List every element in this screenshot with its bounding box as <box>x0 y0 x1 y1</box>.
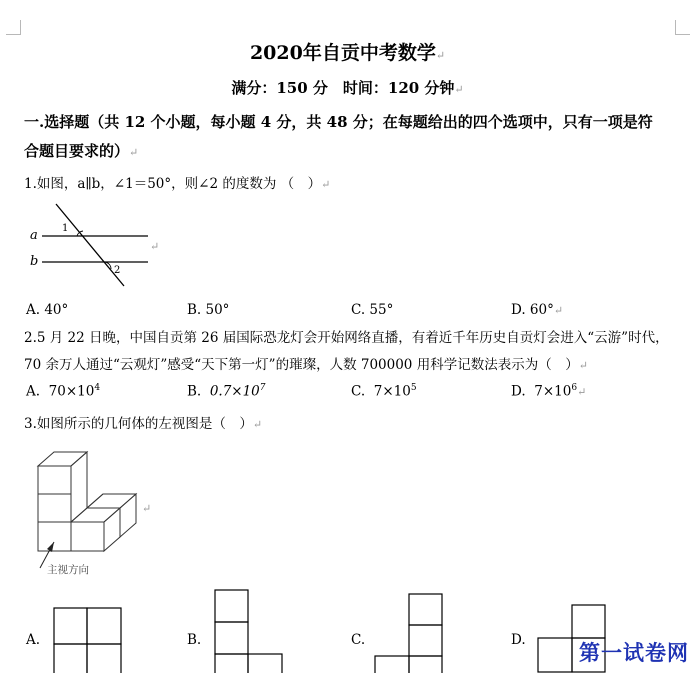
line-a-label: a <box>30 228 38 243</box>
exam-info: 满分：150 分 时间：120 分钟↵ <box>231 79 464 97</box>
section-heading-line1: 一.选择题（共 12 个小题，每小题 4 分，共 48 分；在每题给出的四个选项中，只有一项是符 <box>24 113 653 131</box>
q3-option-a-label[interactable]: A. <box>26 632 41 648</box>
line-b-label: b <box>30 254 39 269</box>
page-corner-top-right <box>675 20 690 35</box>
angle-2-label: 2 <box>114 265 121 276</box>
section-heading-line2: 合题目要求的）↵ <box>24 142 139 160</box>
page-corner-top-left <box>6 20 21 35</box>
q3-option-b-label[interactable]: B. <box>187 632 202 648</box>
angle-1-label: 1 <box>62 223 69 234</box>
q3-option-c-figure[interactable] <box>374 593 446 673</box>
q3-option-c-label[interactable]: C. <box>351 632 366 648</box>
q3-option-d-label[interactable]: D. <box>511 632 526 648</box>
q3-option-b-figure[interactable] <box>214 589 286 673</box>
question-2-line2: 70 余万人通过“云观灯”感受“天下第一灯”的璀璨，人数 700000 用科学记数法表示为（ ）↵ <box>24 357 588 373</box>
page-title: 2020年自贡中考数学↵ <box>249 42 446 64</box>
q1-option-a[interactable]: A. 40° <box>26 302 69 318</box>
q1-option-d[interactable]: D. 60°↵ <box>511 302 564 318</box>
paragraph-mark: ↵ <box>150 240 160 253</box>
view-direction-caption: 主视方向 <box>47 564 89 576</box>
question-2-line1: 2.5 月 22 日晚，中国自贡第 26 届国际恐龙灯会开始网络直播，有着近千年历史自贡灯会进入“云游”时代， <box>24 330 669 346</box>
q1-option-c[interactable]: C. 55° <box>351 302 394 318</box>
q2-option-c[interactable]: C. $7\times 10^5$ <box>351 383 417 400</box>
site-watermark: 第一试卷网 <box>579 641 689 665</box>
q2-option-b[interactable]: B. $0.7\times 10^7$ <box>187 383 266 400</box>
q2-option-a[interactable]: A. $70\times 10^4$ <box>26 383 101 400</box>
question-1-figure <box>26 198 166 290</box>
question-3-stem: 3.如图所示的几何体的左视图是（ ）↵ <box>24 416 263 432</box>
q3-option-a-figure[interactable] <box>53 607 123 673</box>
q2-option-d[interactable]: D. $7\times 10^6↵$ <box>511 383 587 400</box>
q1-option-b[interactable]: B. 50° <box>187 302 230 318</box>
question-1-stem: 1.如图，a∥b，∠1＝50°，则∠2 的度数为 （ ）↵ <box>24 176 331 192</box>
question-3-solid-figure <box>28 444 148 579</box>
paragraph-mark: ↵ <box>142 502 152 515</box>
